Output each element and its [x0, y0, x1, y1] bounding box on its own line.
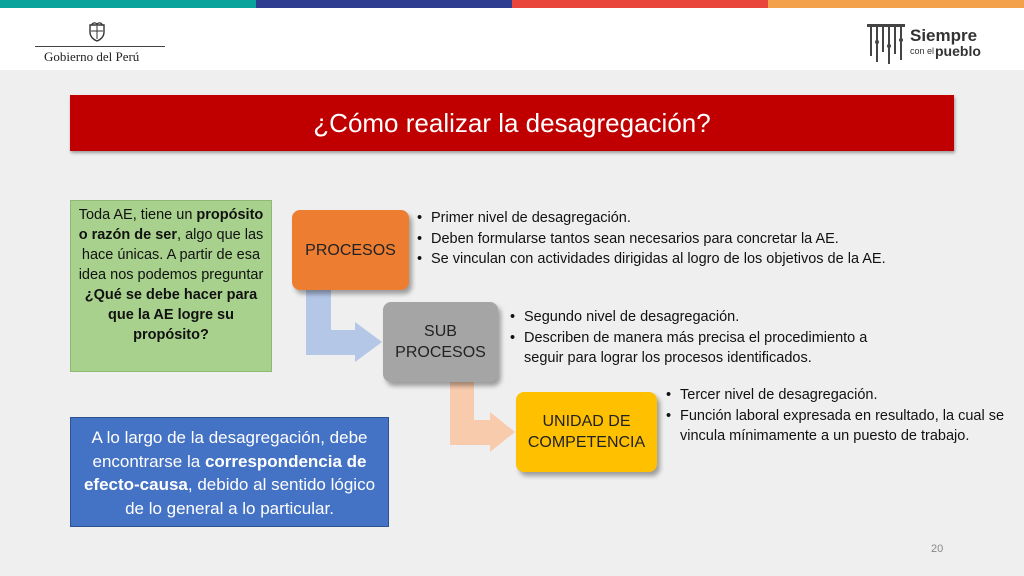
list-item: • Función laboral expresada en resultado, la cual se vincula mínimamente a un puesto de trabajo. — [666, 406, 1011, 447]
list-item: • Segundo nivel de desagregación. — [510, 307, 910, 328]
list-item: • Deben formularse tantos sean necesarios para concretar la AE. — [417, 229, 887, 250]
list-item: • Se vinculan con actividades dirigidas al logro de los objetivos de la AE. — [417, 249, 887, 270]
arrow-subprocesos-to-unidad — [450, 382, 515, 452]
purpose-question: ¿Qué se debe hacer para que la AE logre su propósito? — [84, 287, 258, 343]
subprocesos-bullet-list — [510, 307, 910, 369]
list-item: • Describen de manera más precisa el procedimiento a seguir para lograr los procesos identificados. — [510, 328, 910, 369]
list-item: • Tercer nivel de desagregación. — [666, 385, 1011, 406]
step-unidad-competencia — [516, 392, 657, 472]
step-unidad-label: UNIDAD DE COMPETENCIA — [527, 413, 646, 451]
effect-bold-1: correspondencia de efecto-causa — [83, 451, 367, 494]
gov-name: Gobierno del Perú — [44, 49, 140, 64]
effect-text-1: A lo largo de la desagregación, debe encontrarse la — [91, 428, 368, 471]
purpose-text-2: , algo que las hace únicas. A partir de esa idea nos podemos preguntar — [78, 227, 264, 283]
page-title: ¿Cómo realizar la desagregación? — [313, 107, 711, 138]
step-subprocesos — [383, 302, 498, 382]
arrow-procesos-to-subprocesos — [306, 290, 382, 362]
brand-line-2: con el — [910, 46, 935, 56]
purpose-bold-1: propósito o razón de ser — [78, 207, 264, 243]
step-procesos-label: PROCESOS — [305, 241, 396, 259]
procesos-bullet-list — [417, 208, 887, 270]
step-procesos — [292, 210, 409, 290]
brand-line-1: Siempre — [910, 26, 978, 45]
effect-text-2: , debido al sentido lógico de lo general a lo particular. — [125, 475, 376, 518]
brand-line-3: pueblo — [935, 43, 981, 59]
slide-number: 20 — [931, 543, 944, 555]
purpose-text-1: Toda AE, tiene un — [78, 207, 197, 223]
step-subprocesos-label: SUB PROCESOS — [395, 323, 486, 361]
list-item: • Primer nivel de desagregación. — [417, 208, 887, 229]
unidad-bullet-list — [666, 385, 1011, 447]
